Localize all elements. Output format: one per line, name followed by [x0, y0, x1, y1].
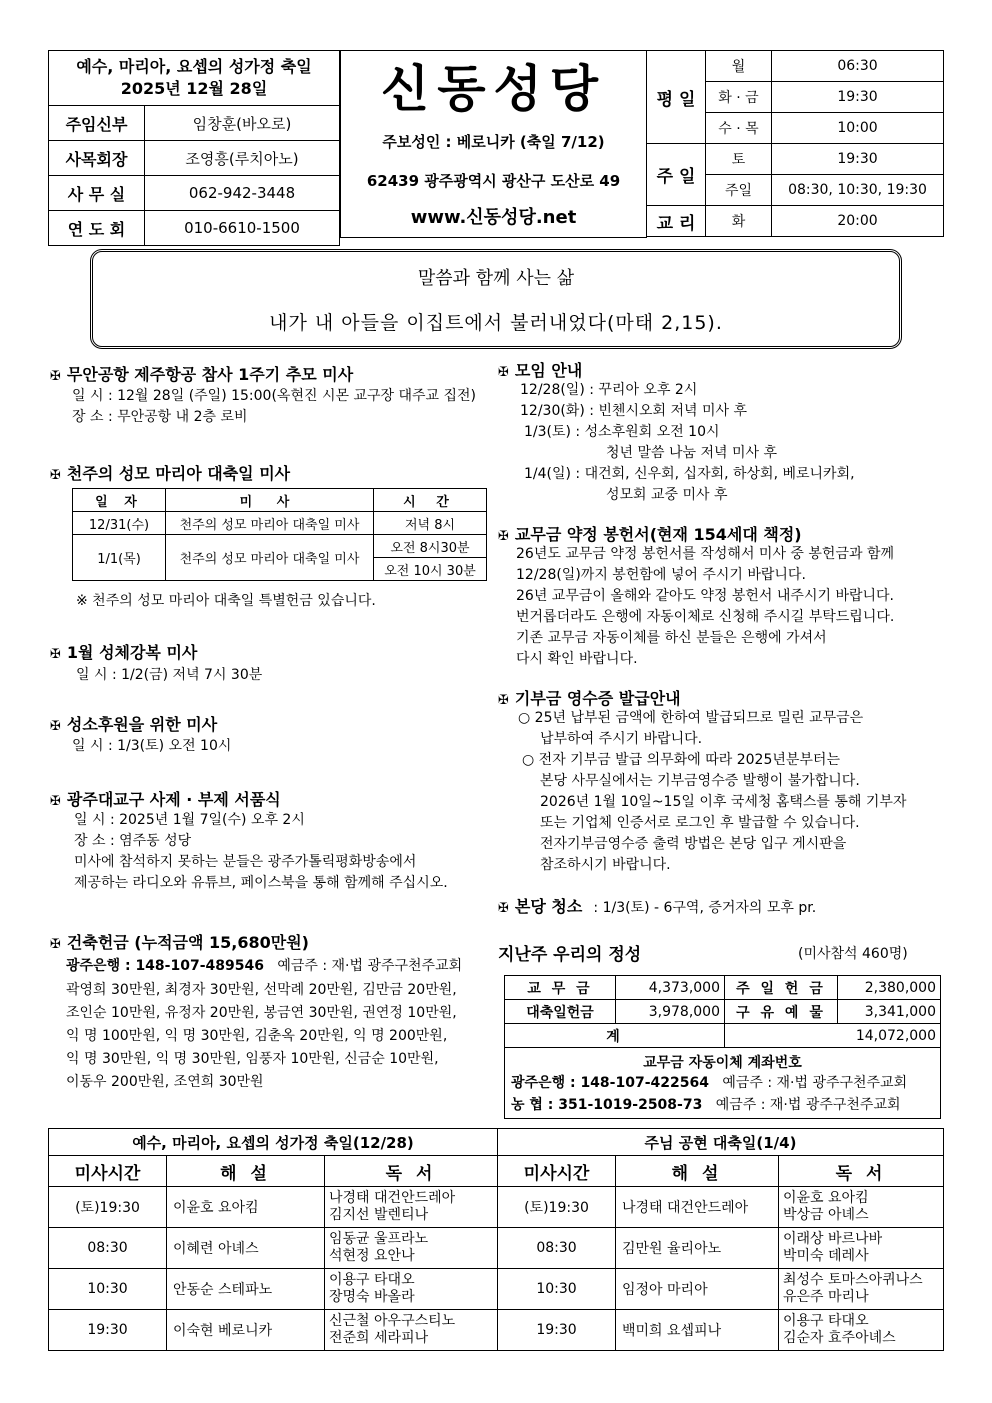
cross-mark-icon: ✠	[50, 647, 61, 662]
commentator: 김만원 율리아노	[616, 1228, 779, 1269]
detail-line: 납부하여 주시기 바랍니다.	[540, 731, 703, 747]
offering-title: 지난주 우리의 정성	[498, 945, 642, 965]
offering-amount: 3,341,000	[838, 1000, 941, 1024]
schedule-time: 19:30	[772, 144, 944, 175]
meeting-line: 1/3(토) : 성소후원회 오전 10시	[524, 424, 720, 440]
cleaning-notice	[498, 894, 816, 917]
reader: 박미숙 데레사	[783, 1248, 869, 1264]
council-value: 조영흥(루치아노)	[145, 141, 340, 176]
reader: 석현정 요안나	[329, 1248, 415, 1264]
schedule-time: 08:30, 10:30, 19:30	[772, 175, 944, 206]
reader: 이용구 타대오	[783, 1313, 869, 1329]
donor-line: 곽영희 30만원, 최경자 30만원, 선막례 20만원, 김만금 20만원,	[66, 982, 457, 998]
col-header-time: 미사시간	[49, 1156, 167, 1187]
right-feast-title: 주님 공현 대축일(1/4)	[498, 1129, 944, 1156]
section-title-text: 천주의 성모 마리아 대축일 미사	[66, 464, 291, 483]
left-feast-title: 예수, 마리아, 요셉의 성가정 축일(12/28)	[49, 1129, 498, 1156]
feast-name: 예수, 마리아, 요셉의 성가정 축일	[76, 57, 312, 76]
commentator: 이혜련 아녜스	[167, 1228, 325, 1269]
meeting-line: 12/30(화) : 빈첸시오회 저녁 미사 후	[520, 403, 748, 419]
reader: 전준희 세라피나	[329, 1330, 429, 1346]
detail-line: 2026년 1월 10일~15일 이후 국세청 홈택스를 통해 기부자	[540, 794, 907, 810]
schedule-time: 06:30	[772, 51, 944, 82]
funeral-label: 연 도 회	[49, 211, 145, 246]
table-row	[49, 1187, 944, 1228]
feast-date: 2025년 12월 28일	[120, 79, 268, 98]
col-header-time: 미사시간	[498, 1156, 616, 1187]
patron-saint: 주보성인 : 베로니카 (축일 7/12)	[382, 133, 605, 151]
funeral-phone: 010-6610-1500	[145, 211, 340, 246]
cross-mark-icon: ✠	[498, 529, 509, 544]
detail-line: 제공하는 라디오와 유튜브, 페이스북을 통해 함께해 주십시오.	[74, 875, 448, 891]
mass-ministry-table	[48, 1128, 944, 1351]
detail-line: 일 시 : 12월 28일 (주일) 15:00(옥현진 시몬 교구장 대주교 집전)	[72, 388, 476, 404]
cross-mark-icon: ✠	[50, 719, 61, 734]
pledge-title	[498, 522, 802, 545]
auto-transfer-title: 교무금 자동이체 계좌번호	[643, 1055, 802, 1071]
office-phone: 062-942-3448	[145, 176, 340, 211]
memorial-mass-details	[72, 386, 476, 428]
vocation-mass-title	[50, 712, 217, 735]
readers	[779, 1228, 944, 1269]
section-title-text: 1월 성체강복 미사	[66, 643, 198, 662]
mass-time: 오전 10시 30분	[374, 558, 487, 581]
account-holder: 예금주 : 재·법 광주구천주교회	[277, 958, 463, 974]
mass-time: 오전 8시30분	[374, 535, 487, 558]
pledge-details	[516, 544, 894, 670]
detail-line: ○ 25년 납부된 금액에 한하여 발급되므로 밀린 교무금은	[518, 710, 864, 726]
col-header-reading: 독 서	[325, 1156, 498, 1187]
readers	[325, 1187, 498, 1228]
catechism-label: 교 리	[647, 206, 706, 237]
cross-mark-icon: ✠	[498, 365, 509, 380]
reader: 임동균 울프라노	[329, 1231, 429, 1247]
offering-label: 교 무 금	[505, 976, 616, 1000]
detail-line: 미사에 참석하지 못하는 분들은 광주가톨릭평화방송에서	[74, 854, 417, 870]
detail-line: 전자기부금영수증 출력 방법은 본당 입구 게시판을	[540, 836, 847, 852]
council-label: 사목회장	[49, 141, 145, 176]
ordination-title	[50, 787, 281, 810]
building-fund-title	[50, 930, 309, 953]
cross-mark-icon: ✠	[50, 937, 61, 952]
banner-verse: 내가 내 아들을 이집트에서 불러내었다(마태 2,15).	[269, 312, 723, 334]
schedule-time: 19:30	[772, 82, 944, 113]
commentator: 임정아 마리아	[616, 1269, 779, 1310]
reader: 신근철 아우구스티노	[329, 1313, 456, 1329]
adoration-mass-title	[50, 640, 197, 663]
mass-time: 저녁 8시	[374, 512, 487, 535]
mass-time: 10:30	[498, 1269, 616, 1310]
col-header-time: 시 간	[374, 489, 487, 512]
schedule-time: 20:00	[772, 206, 944, 237]
mass-schedule-table	[646, 50, 944, 237]
detail-line: 26년도 교무금 약정 봉헌서를 작성해서 미사 중 봉헌금과 함께	[516, 546, 894, 562]
section-title-text: 건축헌금 (누적금액 15,680만원)	[66, 933, 309, 952]
attendance-count: (미사참석 460명)	[798, 946, 908, 962]
col-header-mass: 미 사	[166, 489, 374, 512]
detail-line: 다시 확인 바랍니다.	[516, 651, 638, 667]
table-row	[49, 1269, 944, 1310]
col-header-date: 일 자	[73, 489, 166, 512]
mass-time: 19:30	[498, 1310, 616, 1351]
scripture-banner	[90, 249, 902, 349]
section-title-text: 광주대교구 사제 · 부제 서품식	[66, 790, 281, 809]
adoration-mass-line: 일 시 : 1/2(금) 저녁 7시 30분	[76, 667, 263, 683]
schedule-day: 화 · 금	[706, 82, 772, 113]
schedule-time: 10:00	[772, 113, 944, 144]
meeting-line: 1/4(일) : 대건회, 신우회, 십자회, 하상회, 베로니카회,	[524, 466, 855, 482]
reader: 김순자 효주아녜스	[783, 1330, 896, 1346]
reader: 이윤호 요아킴	[783, 1190, 869, 1206]
mass-name: 천주의 성모 마리아 대축일 미사	[166, 535, 374, 581]
bank-account: 농 협 : 351-1019-2508-73	[511, 1097, 703, 1113]
cross-mark-icon: ✠	[50, 468, 61, 483]
readers	[325, 1228, 498, 1269]
bank-account: 광주은행 : 148-107-489546	[66, 958, 264, 974]
meeting-line: 청년 말씀 나눔 저녁 미사 후	[606, 445, 778, 461]
mass-time: 19:30	[49, 1310, 167, 1351]
section-title-text: 무안공항 제주항공 참사 1주기 추모 미사	[66, 365, 354, 384]
weekday-label: 평 일	[647, 51, 706, 144]
mass-name: 천주의 성모 마리아 대축일 미사	[166, 512, 374, 535]
commentator: 이숙현 베로니카	[167, 1310, 325, 1351]
account-holder: 예금주 : 재·법 광주구천주교회	[715, 1097, 901, 1113]
detail-line: 장 소 : 염주동 성당	[74, 833, 192, 849]
mary-feast-mass-table	[72, 488, 487, 581]
building-fund-donors	[66, 979, 457, 1094]
mass-time: (토)19:30	[49, 1187, 167, 1228]
readers	[325, 1269, 498, 1310]
cleaning-detail: : 1/3(토) - 6구역, 증거자의 모후 pr.	[593, 900, 817, 916]
feast-title	[49, 51, 340, 106]
commentator: 백미희 요셉피나	[616, 1310, 779, 1351]
offering-label: 주 일 헌 금	[725, 976, 838, 1000]
office-label: 사 무 실	[49, 176, 145, 211]
banner-title: 말씀과 함께 사는 삶	[417, 268, 575, 289]
reader: 이래상 바르나바	[783, 1231, 883, 1247]
ordination-details	[74, 810, 448, 894]
offering-table	[505, 976, 940, 1048]
commentator: 안동순 스테파노	[167, 1269, 325, 1310]
readers	[779, 1269, 944, 1310]
cross-mark-icon: ✠	[498, 693, 509, 708]
building-fund-account	[66, 955, 462, 975]
detail-line: 본당 사무실에서는 기부금영수증 발행이 불가합니다.	[540, 773, 860, 789]
detail-line: 번거롭더라도 은행에 자동이체로 신청해 주시길 부탁드립니다.	[516, 609, 895, 625]
mass-date: 12/31(수)	[73, 512, 166, 535]
bank-account: 광주은행 : 148-107-422564	[511, 1075, 709, 1091]
commentator: 이윤호 요아킴	[167, 1187, 325, 1228]
total-label: 계	[505, 1024, 725, 1048]
table-row	[49, 1228, 944, 1269]
meetings-title	[498, 358, 582, 381]
detail-line: 참조하시기 바랍니다.	[540, 857, 671, 873]
col-header-commentary: 해 설	[167, 1156, 325, 1187]
total-amount: 14,072,000	[725, 1024, 941, 1048]
reader: 나경태 대건안드레아	[329, 1190, 456, 1206]
mass-time: 08:30	[49, 1228, 167, 1269]
readers	[779, 1187, 944, 1228]
detail-line: 장 소 : 무안공항 내 2층 로비	[72, 409, 248, 425]
schedule-day: 주일	[706, 175, 772, 206]
meeting-line: 12/28(일) : 꾸리아 오후 2시	[520, 382, 698, 398]
pastor-label: 주임신부	[49, 106, 145, 141]
reader: 이용구 타대오	[329, 1272, 415, 1288]
schedule-day: 토	[706, 144, 772, 175]
offering-label: 구 유 예 물	[725, 1000, 838, 1024]
offering-box	[504, 975, 941, 1119]
receipt-details	[518, 708, 906, 876]
sunday-label: 주 일	[647, 144, 706, 206]
reader: 유은주 마리나	[783, 1289, 869, 1305]
col-header-commentary: 해 설	[616, 1156, 779, 1187]
account-row	[505, 1094, 940, 1118]
vocation-mass-line: 일 시 : 1/3(토) 오전 10시	[72, 738, 232, 754]
table-row	[49, 1310, 944, 1351]
reader: 김지선 발렌티나	[329, 1207, 429, 1223]
reader: 최성수 토마스아퀴나스	[783, 1272, 923, 1288]
col-header-reading: 독 서	[779, 1156, 944, 1187]
cross-mark-icon: ✠	[50, 369, 61, 384]
schedule-day: 화	[706, 206, 772, 237]
section-title-text: 모임 안내	[514, 361, 583, 380]
church-masthead	[340, 50, 647, 238]
donor-line: 익 명 100만원, 익 명 30만원, 김춘옥 20만원, 익 명 200만원,	[66, 1028, 448, 1044]
mass-date: 1/1(목)	[73, 535, 166, 581]
memorial-mass-title	[50, 362, 353, 385]
cross-mark-icon: ✠	[498, 901, 509, 916]
mass-time: 10:30	[49, 1269, 167, 1310]
section-title-text: 본당 청소	[514, 897, 583, 916]
offering-amount: 3,978,000	[616, 1000, 725, 1024]
special-offering-note: ※ 천주의 성모 마리아 대축일 특별헌금 있습니다.	[76, 593, 376, 609]
section-title-text: 성소후원을 위한 미사	[66, 715, 218, 734]
detail-line: ○ 전자 기부금 발급 의무화에 따라 2025년분부터는	[522, 752, 840, 768]
account-holder: 예금주 : 재·법 광주구천주교회	[722, 1075, 908, 1091]
account-row	[505, 1072, 940, 1094]
offering-label: 대축일헌금	[505, 1000, 616, 1024]
church-address: 62439 광주광역시 광산구 도산로 49	[366, 172, 621, 190]
mass-time: (토)19:30	[498, 1187, 616, 1228]
detail-line: 기존 교무금 자동이체를 하신 분들은 은행에 가셔서	[516, 630, 827, 646]
header-info-table	[48, 50, 340, 246]
church-website: www.신동성당.net	[410, 207, 577, 228]
mass-time: 08:30	[498, 1228, 616, 1269]
church-name: 신동성당	[380, 59, 607, 118]
detail-line: 26년 교무금이 올해와 같아도 약정 봉헌서 내주시기 바랍니다.	[516, 588, 894, 604]
meeting-line: 성모회 교중 미사 후	[606, 487, 728, 503]
donor-line: 조인순 10만원, 유정자 20만원, 봉금연 30만원, 권연정 10만원,	[66, 1005, 457, 1021]
mary-feast-title	[50, 461, 290, 484]
readers	[779, 1310, 944, 1351]
section-title-text: 기부금 영수증 발급안내	[514, 689, 681, 708]
cross-mark-icon: ✠	[50, 794, 61, 809]
detail-line: 12/28(일)까지 봉헌함에 넣어 주시기 바랍니다.	[516, 567, 806, 583]
offering-amount: 2,380,000	[838, 976, 941, 1000]
donor-line: 이동우 200만원, 조연희 30만원	[66, 1074, 264, 1090]
schedule-day: 월	[706, 51, 772, 82]
donor-line: 익 명 30만원, 익 명 30만원, 임풍자 10만원, 신금순 10만원,	[66, 1051, 439, 1067]
pastor-value: 임창훈(바오로)	[145, 106, 340, 141]
commentator: 나경태 대건안드레아	[616, 1187, 779, 1228]
detail-line: 일 시 : 2025년 1월 7일(수) 오후 2시	[74, 812, 305, 828]
offering-amount: 4,373,000	[616, 976, 725, 1000]
reader: 장명숙 바올라	[329, 1289, 415, 1305]
readers	[325, 1310, 498, 1351]
reader: 박상금 아녜스	[783, 1207, 869, 1223]
section-title-text: 교무금 약정 봉헌서(현재 154세대 책정)	[514, 525, 802, 544]
receipt-title	[498, 686, 681, 709]
schedule-day: 수 · 목	[706, 113, 772, 144]
meetings-list	[520, 380, 855, 506]
detail-line: 또는 기업체 인증서로 로그인 후 발급할 수 있습니다.	[540, 815, 860, 831]
